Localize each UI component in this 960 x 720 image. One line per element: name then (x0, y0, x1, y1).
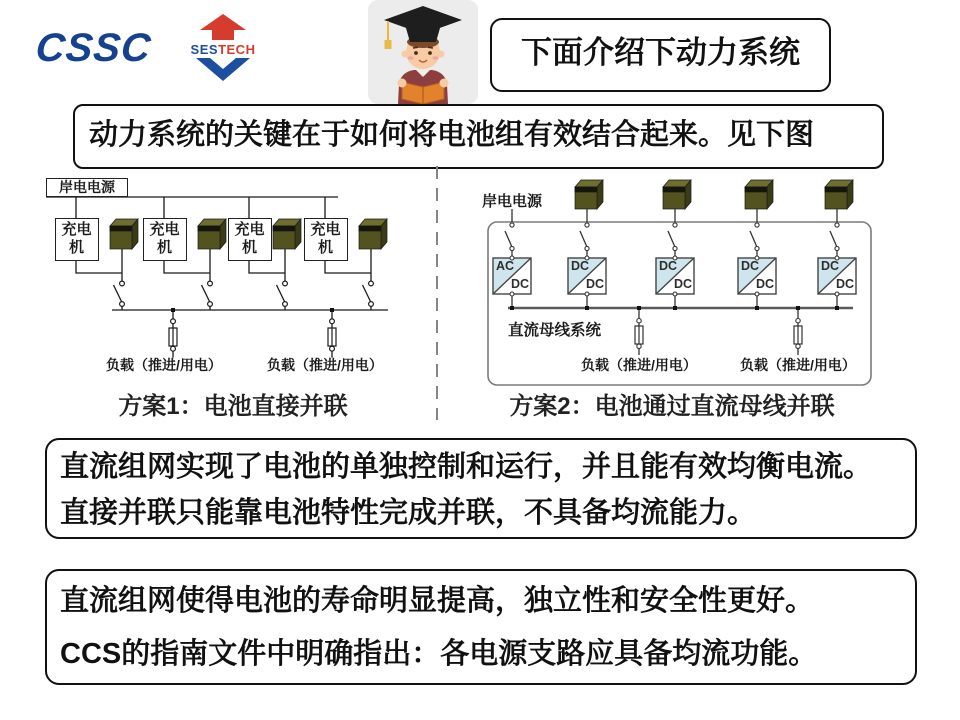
battery-icon (575, 180, 603, 209)
note-line: CCS的指南文件中明确指出：各电源支路应具备均流功能。 (60, 638, 818, 670)
load-label: 负载（推进/用电） (267, 357, 383, 373)
title-banner: 动力系统的关键在于如何将电池组有效结合起来。见下图 (73, 104, 884, 169)
charger-box: 充电机 (304, 218, 348, 261)
shore-power-label: 岸电电源 (46, 178, 128, 197)
battery-icon (745, 180, 773, 209)
load-label: 负载（推进/用电） (106, 357, 222, 373)
dc-bus-label: 直流母线系统 (508, 322, 602, 339)
tassel (385, 40, 392, 49)
charger-box: 充电机 (228, 218, 272, 261)
converter-top-label: DC (741, 259, 760, 273)
switch-blades (505, 231, 837, 246)
fuse-icon (169, 328, 177, 346)
shore-power-label: 岸电电源 (482, 193, 543, 210)
student-graduate-icon (368, 0, 478, 104)
fuse-icon (328, 328, 336, 346)
sestech-logo-text (183, 42, 263, 57)
converter-bottom-label: DC (836, 277, 855, 291)
converter-bottom-label: DC (756, 277, 775, 291)
battery-icon (198, 219, 226, 249)
battery-icon (110, 219, 138, 249)
note-line: 直流组网使得电池的寿命明显提高，独立性和安全性更好。 (60, 585, 815, 617)
note-box (45, 438, 917, 539)
fuse-icon (635, 326, 643, 344)
switch-blades (114, 285, 371, 302)
note-line: 直流组网实现了电池的单独控制和运行，并且能有效均衡电流。 (60, 451, 873, 483)
battery-icon (359, 219, 387, 249)
scheme1-circuit-svg (30, 168, 440, 420)
converter-bottom-label: DC (586, 277, 605, 291)
note-box (45, 569, 917, 685)
load-label: 负载（推进/用电） (581, 357, 697, 373)
battery-icon (663, 180, 691, 209)
sestech-red-arrow-icon (200, 14, 246, 40)
converter-top-label: DC (659, 259, 678, 273)
converter-top-label: DC (571, 259, 590, 273)
converter-bottom-label: DC (674, 277, 693, 291)
load-node-circles (637, 319, 800, 349)
sestech-logo (183, 14, 263, 82)
note-line: 直接并联只能靠电池特性完成并联，不具备均流能力。 (60, 497, 757, 529)
load-node-circles (171, 319, 335, 351)
sestech-tech-text: TECH (218, 42, 256, 57)
switch-node-circles (120, 281, 374, 306)
fuse-icon (794, 326, 802, 344)
charger-box: 充电机 (55, 218, 99, 261)
scheme2-caption: 方案2：电池通过直流母线并联 (509, 393, 835, 420)
speech-box: 下面介绍下动力系统 (490, 18, 831, 92)
load-label: 负载（推进/用电） (740, 357, 856, 373)
mortarboard-icon (384, 6, 462, 34)
converter-top-label: DC (821, 259, 840, 273)
battery-icon (273, 219, 301, 249)
converter-top-label: AC (496, 259, 515, 273)
cssc-logo: CSSC (33, 26, 154, 70)
converter-bottom-label: DC (511, 277, 530, 291)
battery-icon (825, 180, 853, 209)
scheme1-caption: 方案1：电池直接并联 (118, 393, 348, 420)
sestech-ses-text: SES (190, 42, 219, 57)
charger-box: 充电机 (143, 218, 187, 261)
